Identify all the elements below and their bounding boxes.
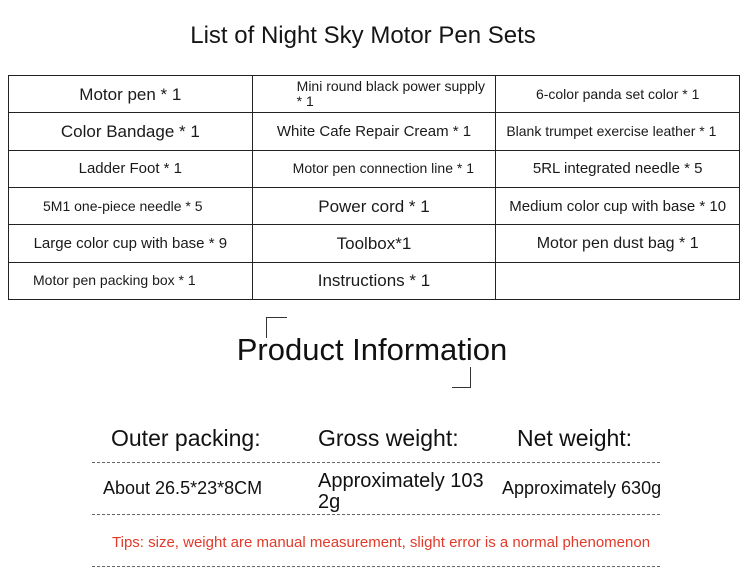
table-row [9,150,740,187]
page-title: List of Night Sky Motor Pen Sets [190,22,536,49]
corner-bracket-bottom-right [452,367,471,388]
table-row [9,262,740,299]
outer-packing-value: About 26.5*23*8CM [103,478,263,498]
net-weight-value: Approximately 630g [502,478,662,498]
table-cell: Instructions * 1 [252,262,496,299]
gross-weight-value: Approximately 1032g [318,470,484,513]
net-weight-label: Net weight: [517,425,633,451]
divider [92,566,660,567]
table-cell: Toolbox*1 [252,225,496,262]
table-cell: Motor pen connection line * 1 [252,150,496,187]
section-title: Product Information [236,332,508,367]
table-cell: Blank trumpet exercise leather * 1 [496,113,740,150]
gross-weight-label: Gross weight: [318,425,459,451]
table-cell: Medium color cup with base * 10 [496,187,740,224]
table-cell: Color Bandage * 1 [9,113,253,150]
table-row [9,225,740,262]
table-row [9,113,740,150]
table-cell: Large color cup with base * 9 [9,225,253,262]
table-row [9,76,740,113]
table-cell: White Cafe Repair Cream * 1 [252,113,496,150]
table-cell: Motor pen packing box * 1 [9,262,253,299]
table-cell: 5M1 one-piece needle * 5 [9,187,253,224]
table-row [9,187,740,224]
table-cell: Ladder Foot * 1 [9,150,253,187]
tips-note: Tips: size, weight are manual measurement, slight error is a normal phenomenon [112,534,651,551]
divider [92,462,660,463]
table-cell: Power cord * 1 [252,187,496,224]
table-cell: Mini round black power supply * 1 [252,76,496,113]
table-cell [496,262,740,299]
sets-table [8,75,740,300]
table-cell: Motor pen dust bag * 1 [496,225,740,262]
table-cell: 6-color panda set color * 1 [496,76,740,113]
outer-packing-label: Outer packing: [111,425,261,451]
table-cell: 5RL integrated needle * 5 [496,150,740,187]
divider [92,514,660,515]
table-cell: Motor pen * 1 [9,76,253,113]
